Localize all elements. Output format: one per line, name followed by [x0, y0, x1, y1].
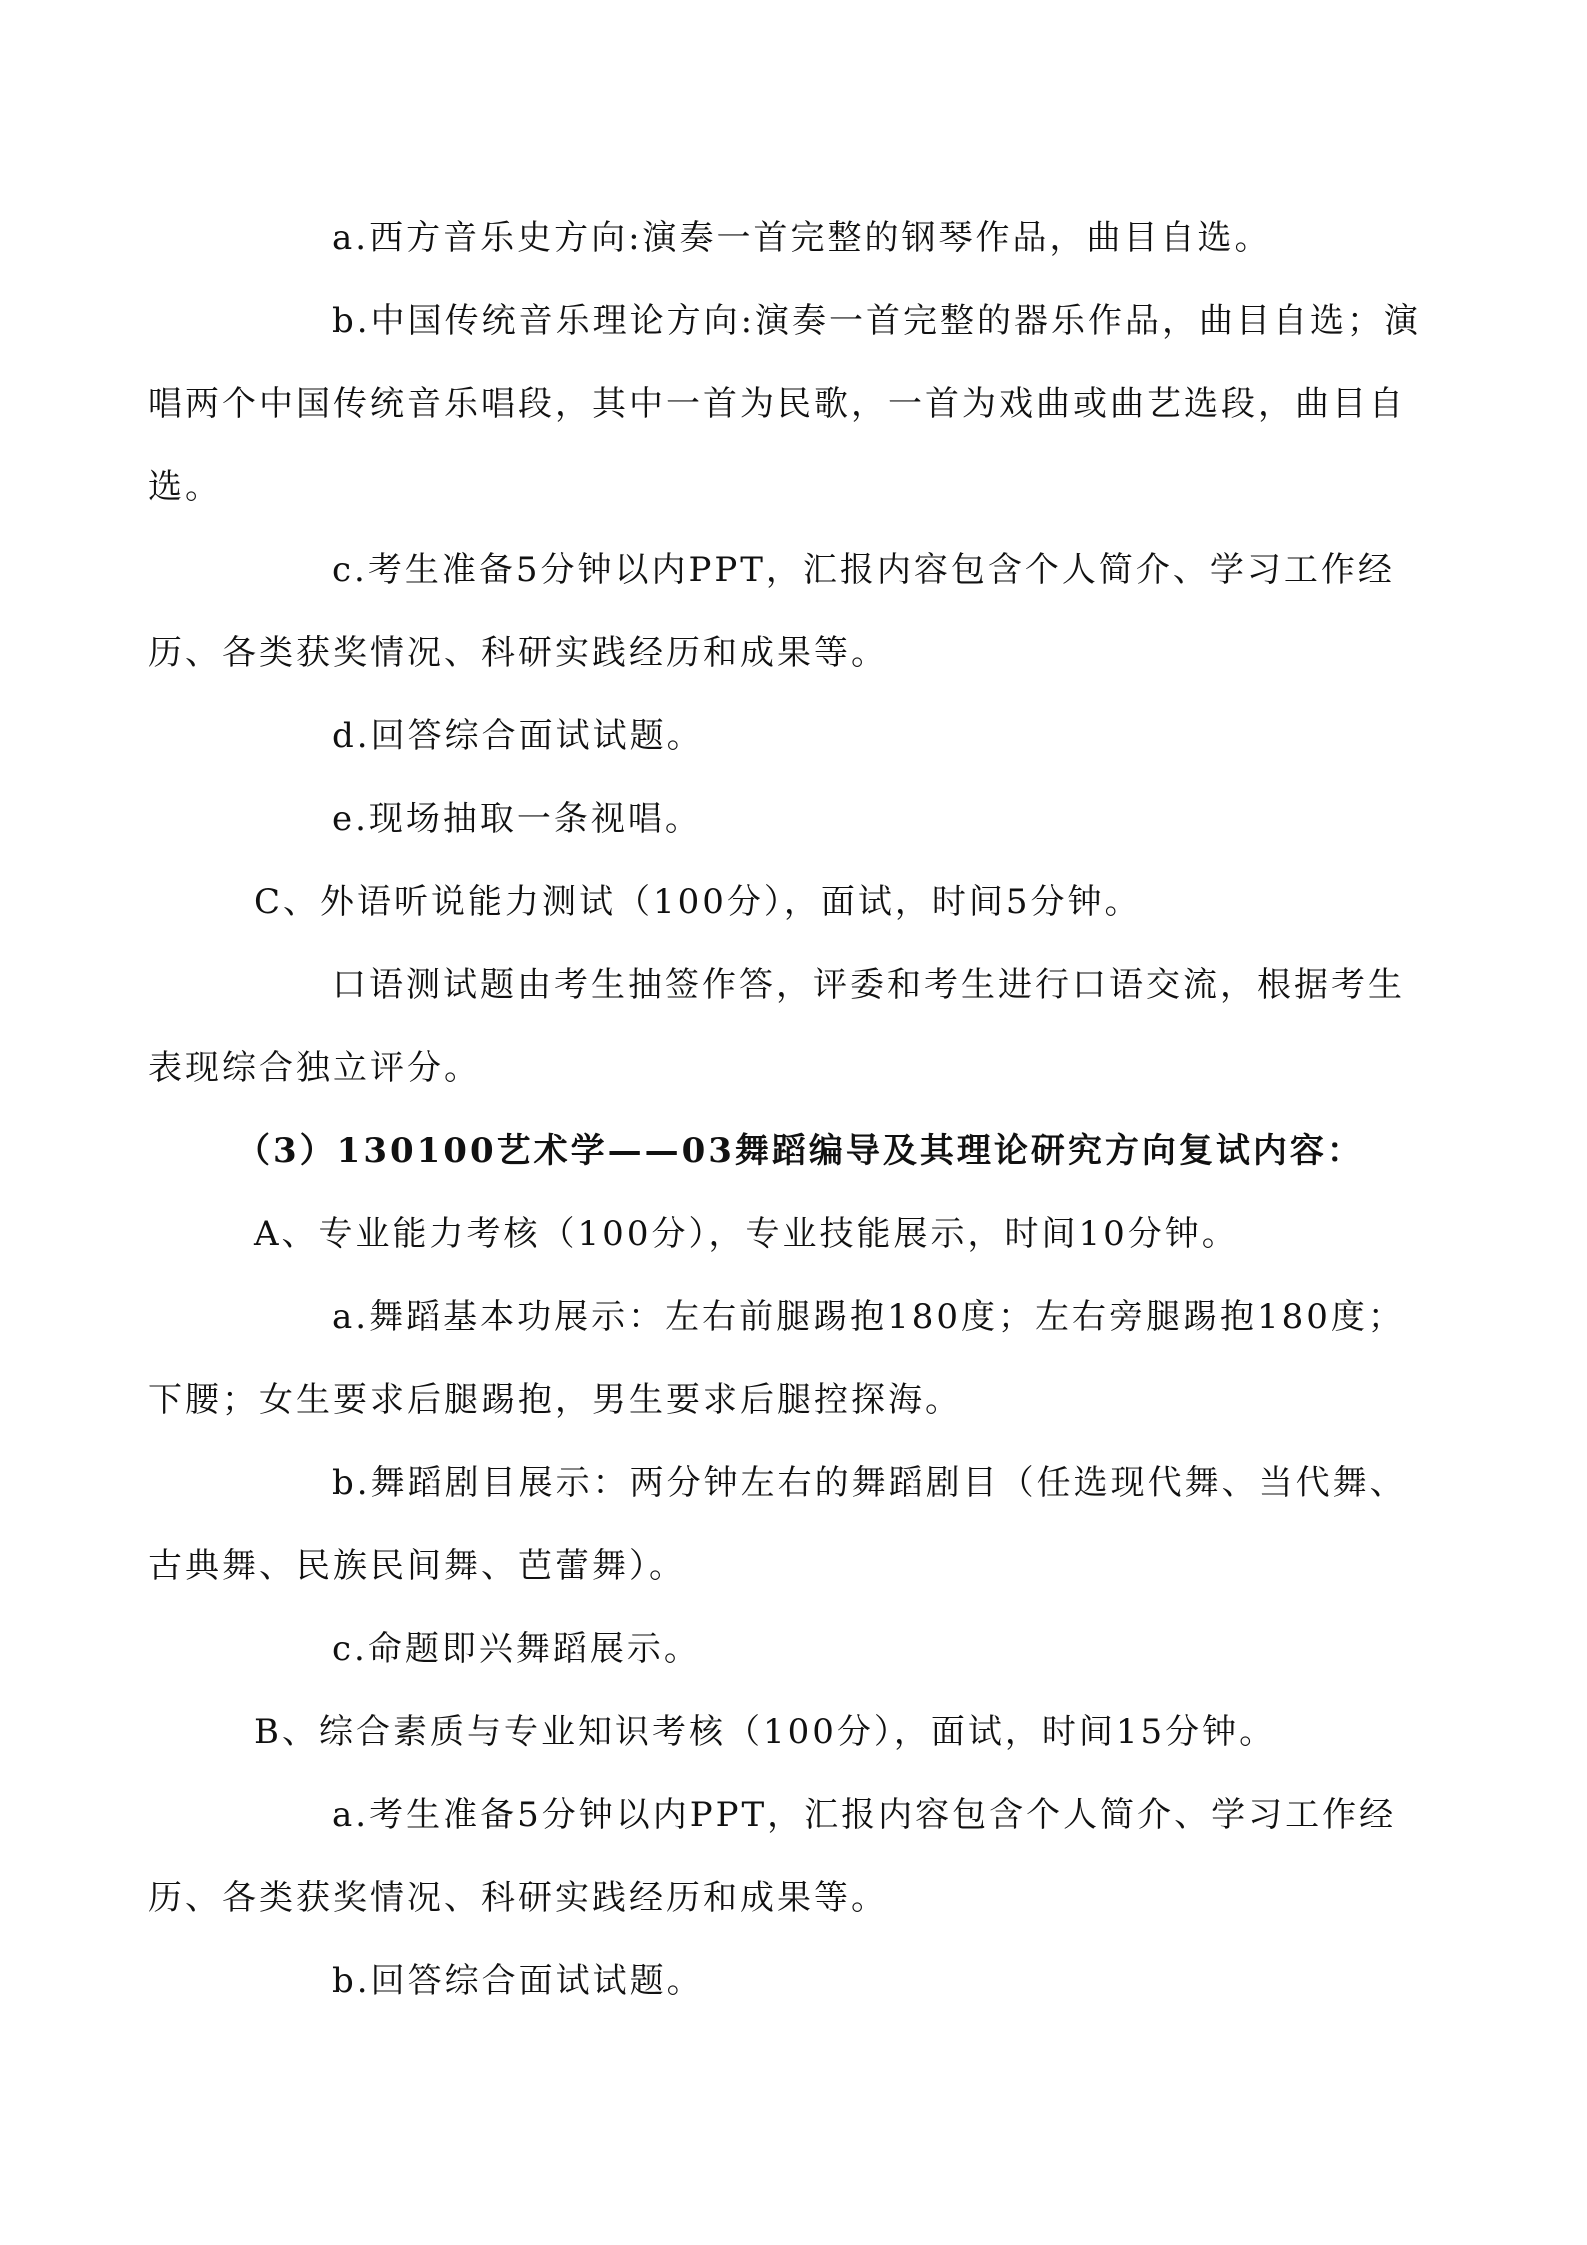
- paragraph-line: b.回答综合面试试题。: [332, 1961, 704, 2001]
- paragraph-line: 唱两个中国传统音乐唱段，其中一首为民歌，一首为戏曲或曲艺选段，曲目自: [148, 384, 1406, 424]
- paragraph-line: 选。: [148, 467, 222, 507]
- section-heading-c: C、外语听说能力测试（100分），面试，时间5分钟。: [254, 882, 1142, 922]
- paragraph-line: a.舞蹈基本功展示：左右前腿踢抱180度；左右旁腿踢抱180度；: [332, 1297, 1405, 1337]
- paragraph-line: 口语测试题由考生抽签作答，评委和考生进行口语交流，根据考生: [332, 965, 1405, 1005]
- paragraph-line: a.西方音乐史方向:演奏一首完整的钢琴作品，曲目自选。: [332, 218, 1272, 258]
- section-heading-b: B、综合素质与专业知识考核（100分），面试，时间15分钟。: [254, 1712, 1277, 1752]
- section-heading-a: A、专业能力考核（100分），专业技能展示，时间10分钟。: [254, 1214, 1239, 1254]
- section-heading-3: （3）130100艺术学——03舞蹈编导及其理论研究方向复试内容：: [236, 1131, 1364, 1171]
- paragraph-line: 历、各类获奖情况、科研实践经历和成果等。: [148, 633, 888, 673]
- paragraph-line: d.回答综合面试试题。: [332, 716, 704, 756]
- paragraph-line: 下腰；女生要求后腿踢抱，男生要求后腿控探海。: [148, 1380, 962, 1420]
- paragraph-line: c.命题即兴舞蹈展示。: [332, 1629, 701, 1669]
- paragraph-line: b.中国传统音乐理论方向:演奏一首完整的器乐作品，曲目自选；演: [332, 301, 1422, 341]
- paragraph-line: e.现场抽取一条视唱。: [332, 799, 702, 839]
- paragraph-line: 古典舞、民族民间舞、芭蕾舞）。: [148, 1546, 686, 1586]
- paragraph-line: 表现综合独立评分。: [148, 1048, 481, 1088]
- paragraph-line: c.考生准备5分钟以内PPT，汇报内容包含个人简介、学习工作经: [332, 550, 1395, 590]
- paragraph-line: b.舞蹈剧目展示：两分钟左右的舞蹈剧目（任选现代舞、当代舞、: [332, 1463, 1407, 1503]
- paragraph-line: 历、各类获奖情况、科研实践经历和成果等。: [148, 1878, 888, 1918]
- paragraph-line: a.考生准备5分钟以内PPT，汇报内容包含个人简介、学习工作经: [332, 1795, 1397, 1835]
